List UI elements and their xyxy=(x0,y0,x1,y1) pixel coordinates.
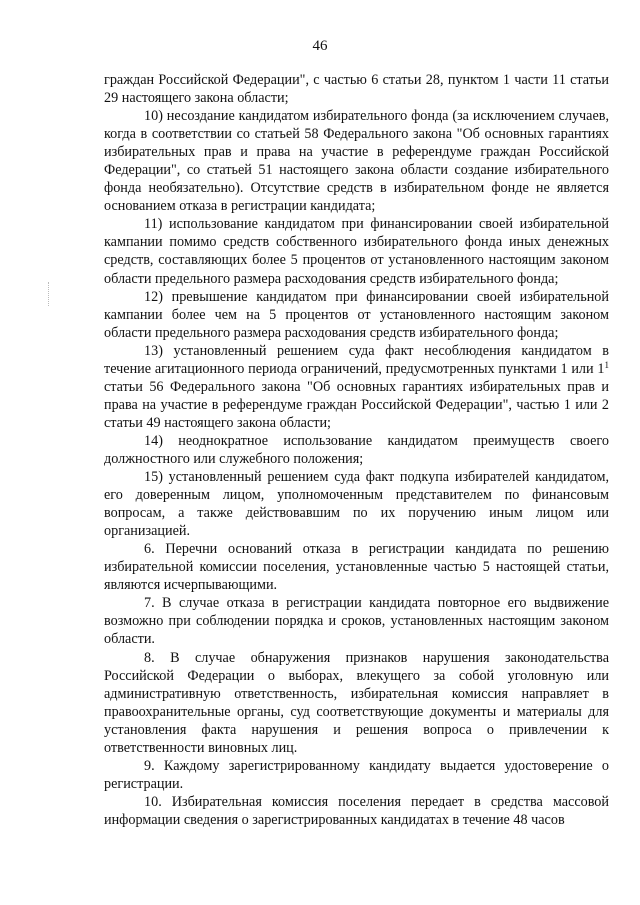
paragraph-item-12: 12) превышение кандидатом при финансировании своей избирательной кампании более чем на 5 процентов от установленного настоящим законом области предельного размера расходования средств избирательного фонда; xyxy=(104,288,609,341)
paragraph-item-15: 15) установленный решением суда факт подкупа избирателей кандидатом, его доверенным лицом, уполномоченным представителем по финансовым вопросам, а также действовавшим по их поручению иным лицом или организацией. xyxy=(104,469,609,540)
paragraph-item-10: 10) несоздание кандидатом избирательного фонда (за исключением случаев, когда в соответствии со статьей 58 Федерального закона "Об основных гарантиях избирательных прав и права на участие в референдуме граждан Российской Федерации", со статьей 51 настоящего закона области создание избирательного фонда необязательно). Отсутствие средств в избирательном фонде не является основанием отказа в регистрации кандидата; xyxy=(104,108,609,215)
page-number: 46 xyxy=(312,38,328,54)
paragraph-item-14: 14) неоднократное использование кандидатом преимуществ своего должностного или служебного положения; xyxy=(104,432,609,467)
paragraph-item-11: 11) использование кандидатом при финансировании своей избирательной кампании помимо средств собственного избирательного фонда иных денежных средств, составляющих более 5 процентов от установленного настоящим законом области предельного размера расходования средств избирательного фонда; xyxy=(104,216,609,287)
paragraph-section-8: 8. В случае обнаружения признаков нарушения законодательства Российской Федерации о выборах, влекущего за собой уголовную или административную ответственность, избирательная комиссия направляет в правоохранительные органы, суд соответствующие документы и материалы для установления факта нарушения и решения вопроса о привлечении к ответственности виновных лиц. xyxy=(104,649,609,756)
paragraph-item-13 xyxy=(104,342,609,432)
paragraph-continuation: граждан Российской Федерации", с частью 6 статьи 28, пунктом 1 части 11 статьи 29 настоящего закона области; xyxy=(104,72,609,107)
margin-mark xyxy=(48,282,50,306)
paragraph-section-7: 7. В случае отказа в регистрации кандидата повторное его выдвижение возможно при соблюдении порядка и сроков, установленных настоящим законом области. xyxy=(104,595,609,648)
paragraph-section-9: 9. Каждому зарегистрированному кандидату выдается удостоверение о регистрации. xyxy=(104,757,609,792)
document-body xyxy=(104,71,609,829)
paragraph-section-6: 6. Перечни оснований отказа в регистрации кандидата по решению избирательной комиссии поселения, установленные частью 5 настоящей статьи, являются исчерпывающими. xyxy=(104,541,609,594)
paragraph-section-10: 10. Избирательная комиссия поселения передает в средства массовой информации сведения о зарегистрированных кандидатах в течение 48 часов xyxy=(104,793,609,828)
superscript: 1 xyxy=(604,359,609,370)
paragraph-item-13-part2: статьи 56 Федерального закона "Об основных гарантиях избирательных прав и права на участие в референдуме граждан Российской Федерации", частью 1 или 2 статьи 49 настоящего закона области; xyxy=(104,378,609,431)
paragraph-item-13-part1: 13) установленный решением суда факт несоблюдения кандидатом в течение агитационного периода ограничений, предусмотренных пунктами 1 или 1 xyxy=(104,342,609,377)
